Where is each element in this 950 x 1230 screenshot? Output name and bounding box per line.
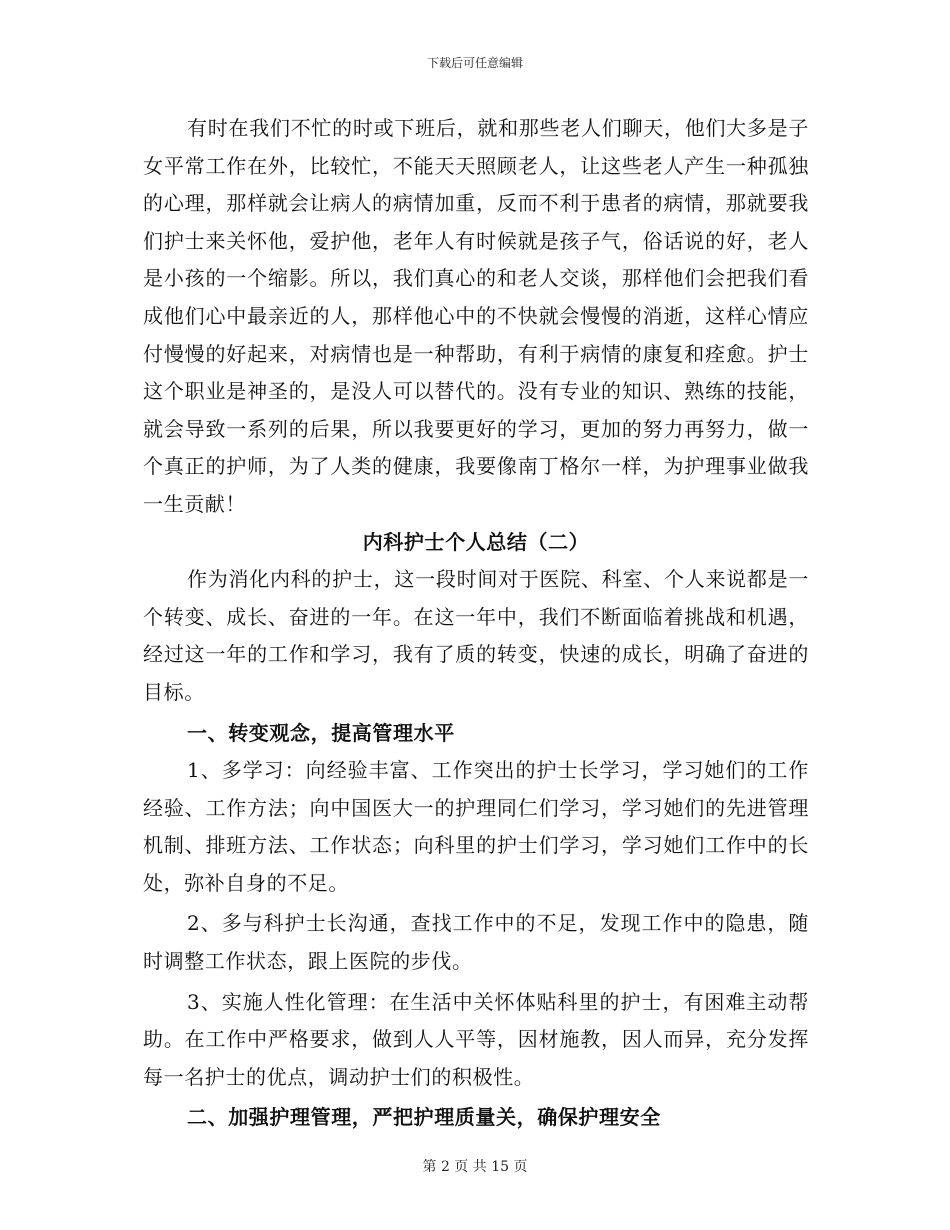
page-header: 下载后可任意编辑 — [426, 56, 523, 70]
document-body — [143, 110, 809, 1137]
list-item-communicate: 2、多与科护士长沟通，查找工作中的不足，发现工作中的隐患，随时调整工作状态，跟上医院的步伐。 — [143, 911, 809, 974]
heading-change-concept: 一、转变观念，提高管理水平 — [187, 720, 455, 745]
paragraph-intro: 作为消化内科的护士，这一段时间对于医院、科室、个人来说都是一个转变、成长、奋进的一年。在这一年中，我们不断面临着挑战和机遇，经过这一年的工作和学习，我有了质的转变，快速的成长，明确了奋进的目标。 — [143, 567, 809, 704]
paragraph-elderly-care: 有时在我们不忙的时或下班后，就和那些老人们聊天，他们大多是子女平常工作在外，比较忙，不能天天照顾老人，让这些老人产生一种孤独的心理，那样就会让病人的病情加重，反而不利于患者的病情，那就要我们护士来关怀他，爱护他，老年人有时候就是孩子气，俗话说的好，老人是小孩的一个缩影。所以，我们真心的和老人交谈，那样他们会把我们看成他们心中最亲近的人，那样他心中的不快就会慢慢的消逝，这样心情应付慢慢的好起来，对病情也是一种帮助，有利于病情的康复和痊愈。护士这个职业是神圣的，是没人可以替代的。没有专业的知识、熟练的技能，就会导致一系列的后果，所以我要更好的学习，更加的努力再努力，做一个真正的护师，为了人类的健康，我要像南丁格尔一样，为护理事业做我一生贡献！ — [143, 116, 809, 516]
section-title: 内科护士个人总结（二） — [362, 529, 590, 554]
list-item-humanized-management: 3、实施人性化管理：在生活中关怀体贴科里的护士，有困难主动帮助。在工作中严格要求，做到人人平等，因材施教，因人而异，充分发挥每一名护士的优点，调动护士们的积极性。 — [143, 989, 809, 1089]
heading-nursing-management: 二、加强护理管理，严把护理质量关，确保护理安全 — [187, 1105, 661, 1130]
page-footer: 第 2 页 共 15 页 — [422, 1159, 528, 1175]
list-item-learn: 1、多学习：向经验丰富、工作突出的护士长学习，学习她们的工作经验、工作方法；向中国医大一的护理同仁们学习，学习她们的先进管理机制、排班方法、工作状态；向科里的护士们学习，学习她们工作中的长处，弥补自身的不足。 — [143, 758, 809, 895]
